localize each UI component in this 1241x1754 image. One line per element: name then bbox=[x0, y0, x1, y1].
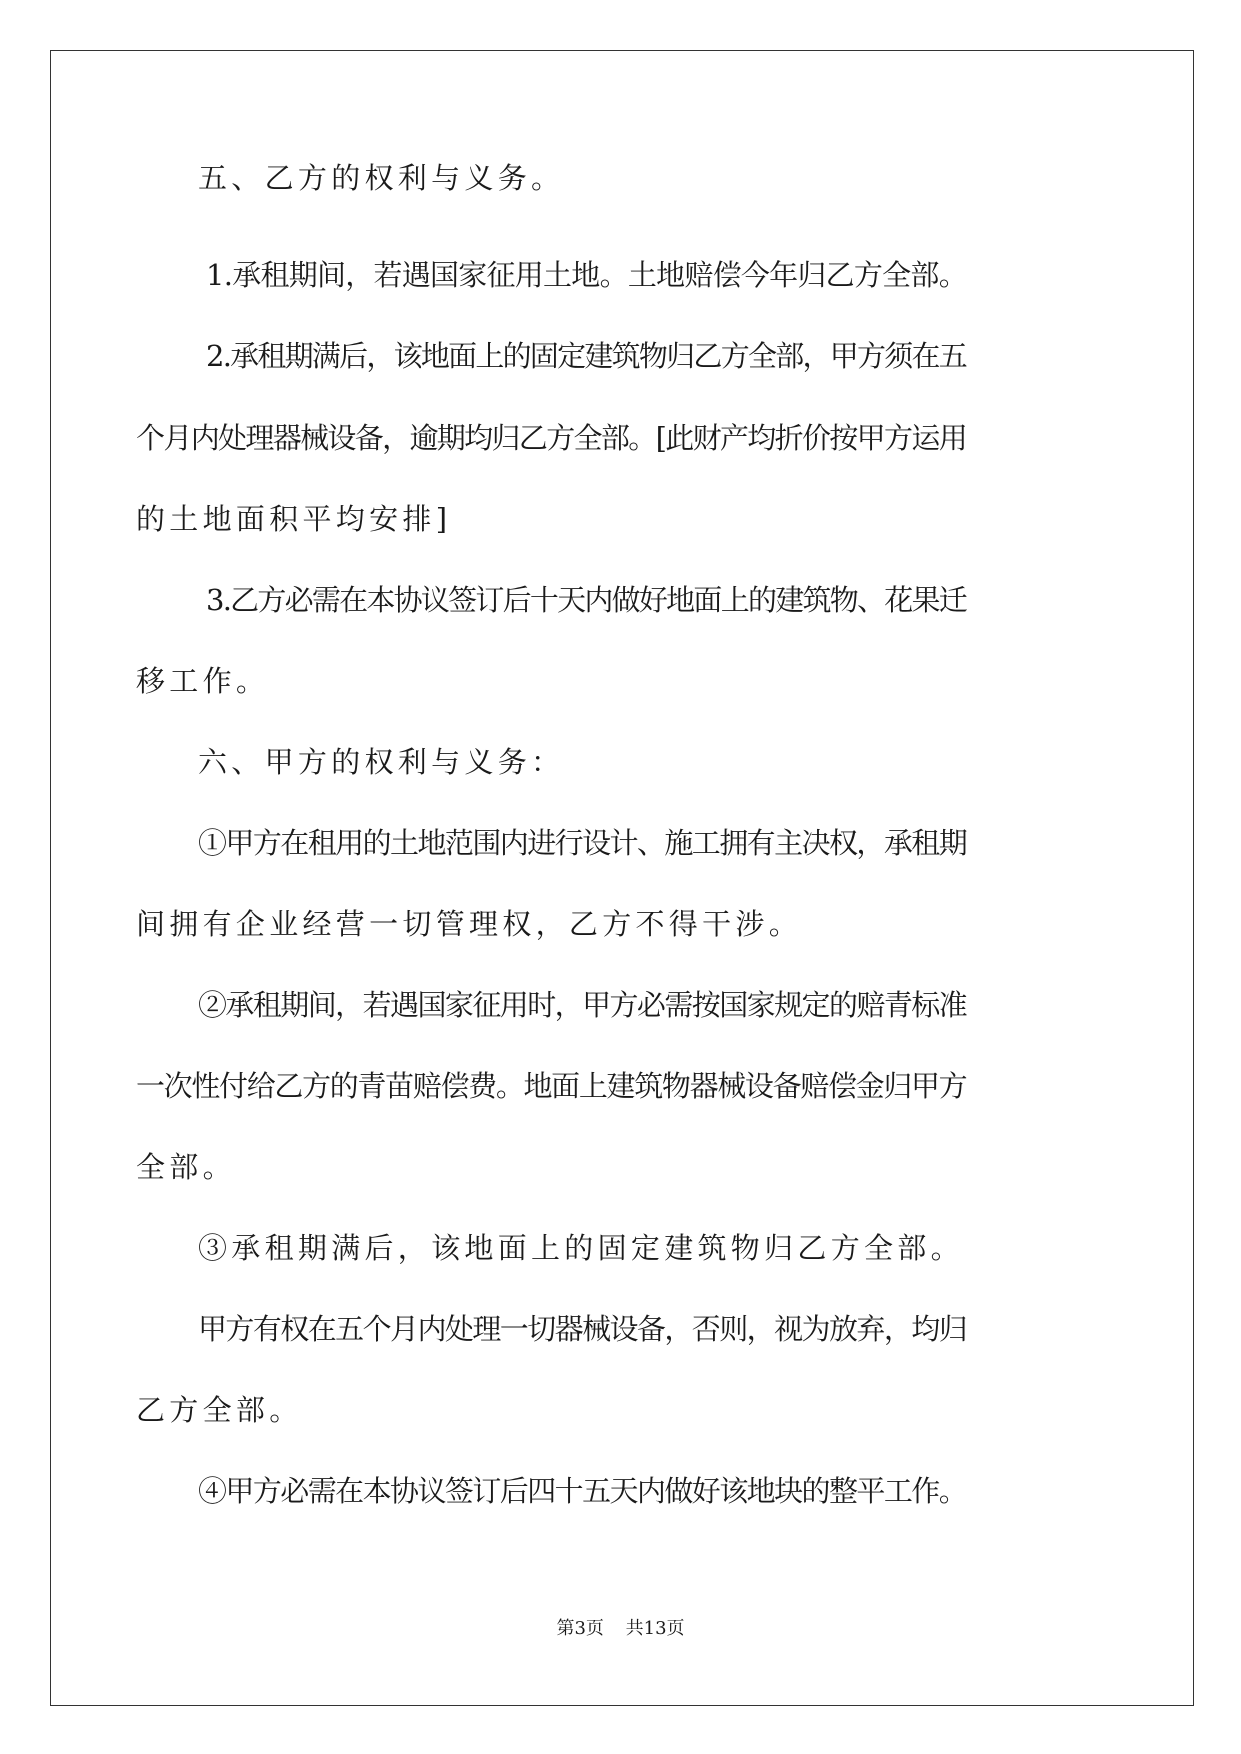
document-line: ④甲方必需在本协议签订后四十五天内做好该地块的整平工作。 bbox=[198, 1474, 967, 1508]
document-line: 五、乙方的权利与义务。 bbox=[198, 161, 565, 195]
page-number-current: 第3页 bbox=[556, 1618, 604, 1639]
document-line: 一次性付给乙方的青苗赔偿费。地面上建筑物器械设备赔偿金归甲方 bbox=[136, 1069, 967, 1103]
document-line: 1.承租期间，若遇国家征用土地。土地赔偿今年归乙方全部。 bbox=[206, 258, 967, 292]
document-line: ②承租期间，若遇国家征用时，甲方必需按国家规定的赔青标准 bbox=[198, 988, 967, 1022]
document-line: 六、甲方的权利与义务： bbox=[198, 745, 565, 779]
page-number-total: 共13页 bbox=[625, 1618, 685, 1639]
document-line: ①甲方在租用的土地范围内进行设计、施工拥有主决权，承租期 bbox=[198, 826, 967, 860]
document-line: 移工作。 bbox=[136, 664, 270, 698]
document-line: ③承租期满后，该地面上的固定建筑物归乙方全部。 bbox=[198, 1231, 964, 1265]
document-line: 的土地面积平均安排] bbox=[136, 502, 452, 536]
page-footer bbox=[0, 1617, 1241, 1641]
document-line: 2.承租期满后，该地面上的固定建筑物归乙方全部，甲方须在五 bbox=[206, 339, 966, 373]
document-line: 3.乙方必需在本协议签订后十天内做好地面上的建筑物、花果迁 bbox=[206, 583, 966, 617]
document-line: 甲方有权在五个月内处理一切器械设备，否则，视为放弃，均归 bbox=[198, 1312, 967, 1346]
document-line: 全部。 bbox=[136, 1150, 236, 1184]
document-line: 个月内处理器械设备，逾期均归乙方全部。[此财产均折价按甲方运用 bbox=[136, 421, 967, 455]
page-border bbox=[50, 50, 1194, 1706]
document-line: 乙方全部。 bbox=[136, 1393, 303, 1427]
document-line: 间拥有企业经营一切管理权，乙方不得干涉。 bbox=[136, 907, 803, 941]
